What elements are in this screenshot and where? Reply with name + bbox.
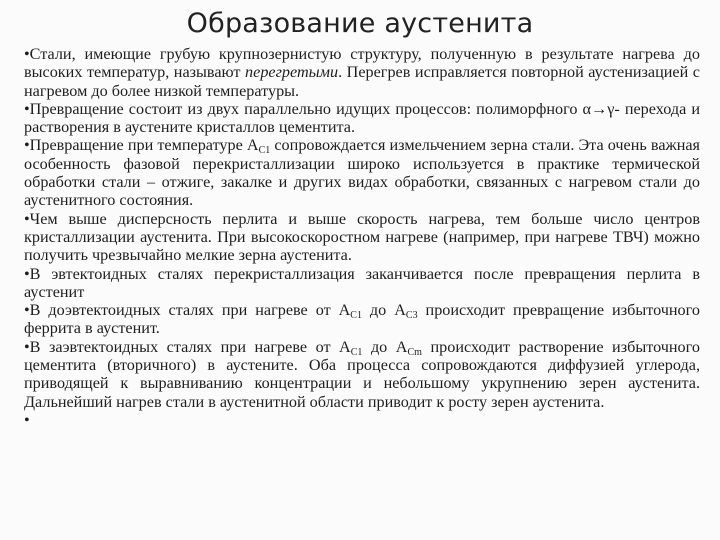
paragraph-text: Стали, имеющие грубую крупнозернистую структуру, полученную в результате нагрева до высоких температур, называют <box>24 45 700 82</box>
subscript-text: Сm <box>407 346 422 358</box>
bullet-marker: • <box>24 301 30 320</box>
bullet-paragraph <box>24 265 700 302</box>
bullet-marker: • <box>24 264 30 283</box>
bullet-paragraph <box>24 338 700 411</box>
bullet-marker: • <box>24 45 30 63</box>
bullet-paragraph <box>24 45 700 100</box>
slide-body <box>24 45 700 429</box>
paragraph-text: Превращение состоит из двух параллельно идущих процессов: полиморфного α→γ- перехода и растворения в аустените кристаллов цементита. <box>24 99 700 137</box>
bullet-paragraph <box>24 411 700 429</box>
bullet-marker: • <box>24 99 30 118</box>
subscript-text: С3 <box>405 310 418 322</box>
paragraph-text: Превращение при температуре А <box>29 136 259 155</box>
bullet-marker: • <box>24 136 30 155</box>
subscript-text: С1 <box>258 145 271 157</box>
bullet-paragraph <box>24 301 700 338</box>
bullet-paragraph <box>24 100 700 137</box>
paragraph-text: происходит растворение избыточного цементита (вторичного) в аустените. Оба процесса сопровождаются диффузией углерода, приводящей к выравниванию концентрации и небольшому укрупнению зерен аустенита. Дальнейший нагрев стали в аустенитной области приводит к росту зерен аустенита. <box>24 337 700 411</box>
bullet-paragraph <box>24 210 700 265</box>
bullet-marker: • <box>24 410 30 429</box>
bullet-marker: • <box>24 337 30 356</box>
paragraph-text: сопровождается измельчением зерна стали. Эта очень важная особенность фазовой перекристаллизации широко используется в практике термической обработки стали – отжиге, закалке и других видах обработки, связанных с нагревом стали до аустенитного состояния. <box>24 136 700 210</box>
bullet-paragraph <box>24 136 700 209</box>
paragraph-text: В доэвтектоидных сталях при нагреве от А <box>29 301 351 320</box>
slide-title: Образование аустенита <box>186 8 534 39</box>
bullet-marker: • <box>24 209 30 228</box>
paragraph-text: до А <box>361 301 406 320</box>
italic-term: перегретыми <box>245 63 339 82</box>
subscript-text: С1 <box>350 310 362 322</box>
paragraph-text: до А <box>362 337 408 356</box>
paragraph-text: происходит превращение избыточного феррита в аустенит. <box>24 301 700 338</box>
paragraph-text: В эвтектоидных сталях перекристаллизация заканчивается после превращения перлита в аустенит <box>24 264 700 301</box>
paragraph-text: Чем выше дисперсность перлита и выше скорость нагрева, тем больше число центров кристаллизации аустенита. При высокоскоростном нагреве (например, при нагреве ТВЧ) можно получить чрезвычайно мелкие зерна аустенита. <box>24 209 700 265</box>
subscript-text: С1 <box>350 346 363 358</box>
paragraph-text: . Перегрев исправляется повторной аустенизацией с нагревом до более низкой температуры. <box>24 63 700 100</box>
paragraph-text: В заэвтектоидных сталях при нагреве от А <box>29 337 351 356</box>
